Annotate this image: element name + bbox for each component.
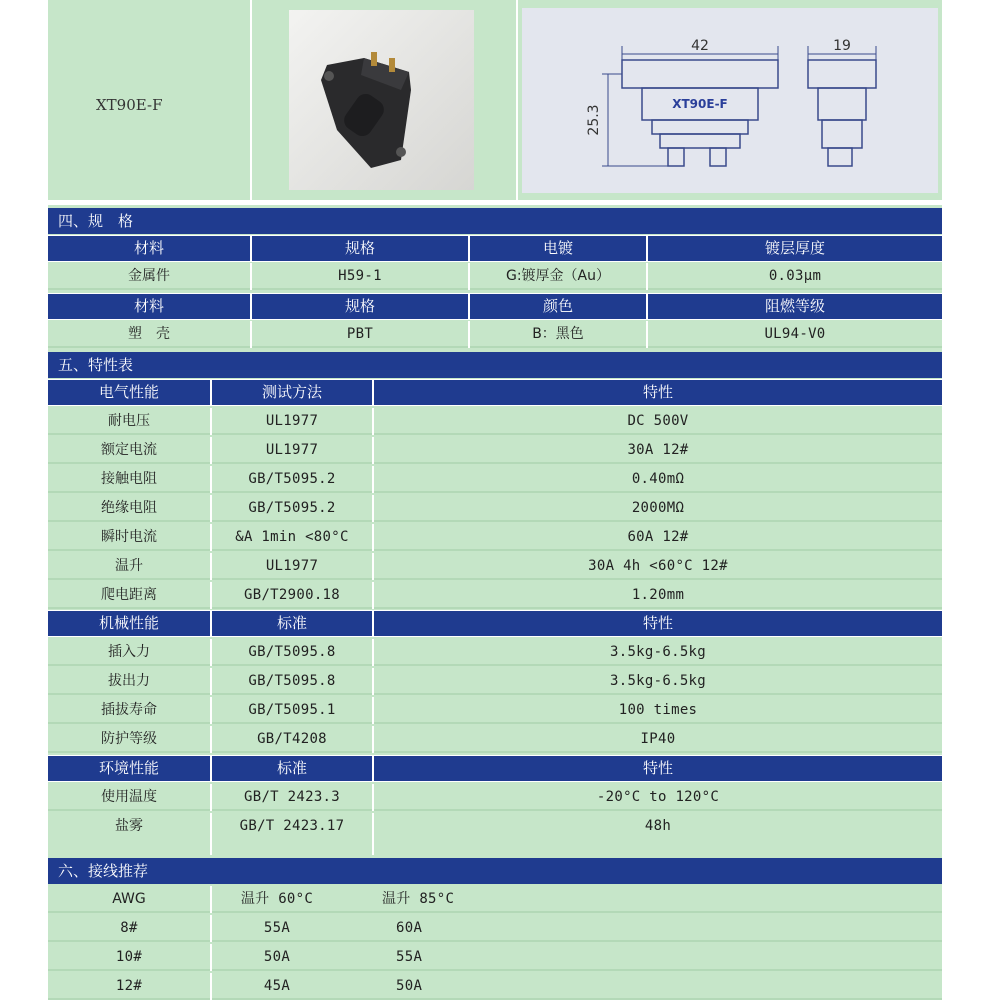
cell: B：黑色: [470, 321, 648, 348]
product-photo: [289, 10, 474, 190]
cell: 温升 85°C: [382, 891, 455, 907]
header-cell: 材料: [48, 236, 250, 261]
cell: 温升 60°C: [240, 891, 314, 907]
cell: 接触电阻: [48, 466, 212, 493]
cell: 50A: [263, 949, 291, 965]
table-row: [48, 524, 942, 551]
cell: 55A: [263, 920, 291, 936]
header-cell: 特性: [374, 756, 942, 781]
table-row: [48, 495, 942, 522]
drawing-model-label: XT90E-F: [672, 97, 728, 111]
characteristics-section-title: 五、特性表: [48, 352, 942, 378]
header-cell: 特性: [374, 611, 942, 636]
table-row: [48, 582, 942, 609]
cell: UL1977: [212, 437, 374, 464]
cell: 爬电距离: [48, 582, 212, 609]
cell: 使用温度: [48, 784, 212, 811]
spec-section-title: 四、规 格: [48, 208, 942, 234]
metal-header-row: [48, 235, 942, 262]
wiring-header-row: [48, 886, 942, 913]
cell: GB/T5095.1: [212, 697, 374, 724]
cell: 拔出力: [48, 668, 212, 695]
cell: 60A: [396, 920, 423, 936]
cell: G:镀厚金（Au）: [470, 263, 648, 290]
header-cell: 环境性能: [48, 756, 210, 781]
table-row: [48, 668, 942, 695]
drawing-height-label: 25.3: [586, 104, 602, 136]
electrical-header-row: [48, 379, 942, 406]
table-row: [48, 639, 942, 666]
cell: GB/T 2423.17: [212, 813, 374, 855]
header-cell: 规格: [252, 236, 468, 261]
cell: 60A 12#: [627, 529, 689, 545]
header-cell: 机械性能: [48, 611, 210, 636]
cell: 插拔寿命: [48, 697, 212, 724]
header-cell: 镀层厚度: [648, 236, 942, 261]
header-cell: 颜色: [470, 294, 646, 319]
cell: 30A 4h <60°C 12#: [588, 558, 728, 574]
cell: GB/T5095.2: [212, 466, 374, 493]
cell: GB/T2900.18: [212, 582, 374, 609]
cell: UL1977: [212, 408, 374, 435]
cell: AWG: [48, 886, 212, 913]
cell: 温升: [48, 553, 212, 580]
cell: 48h: [644, 818, 672, 834]
cell: 0.03μm: [768, 268, 822, 284]
cell: &A 1min <80°C: [212, 524, 374, 551]
header-cell: 电气性能: [48, 380, 210, 405]
cell: 3.5kg-6.5kg: [609, 644, 707, 660]
table-row: [48, 813, 942, 855]
wiring-section-title: 六、接线推荐: [48, 858, 942, 884]
cell: GB/T5095.8: [212, 639, 374, 666]
metal-row: [48, 263, 942, 290]
cell: 3.5kg-6.5kg: [609, 673, 707, 689]
cell: GB/T5095.2: [212, 495, 374, 522]
header-cell: 测试方法: [212, 380, 372, 405]
plastic-row: [48, 321, 942, 348]
header-cell: 标准: [212, 611, 372, 636]
table-row: [48, 408, 942, 435]
cell: 10#: [48, 944, 212, 971]
cell: 防护等级: [48, 726, 212, 753]
header-cell: 材料: [48, 294, 250, 319]
table-row: [48, 466, 942, 493]
model-name: XT90E-F: [96, 96, 163, 114]
plastic-header-row: [48, 293, 942, 320]
cell: -20°C to 120°C: [596, 789, 720, 805]
table-row: [48, 553, 942, 580]
cell: H59-1: [252, 263, 470, 290]
cell: 55A: [396, 949, 423, 965]
cell: UL94-V0: [764, 326, 826, 342]
dimension-drawing: [522, 8, 938, 193]
cell: 45A: [263, 978, 291, 994]
drawing-width-label: 42: [691, 38, 709, 54]
cell: GB/T4208: [212, 726, 374, 753]
header-cell: 标准: [212, 756, 372, 781]
table-row: [48, 915, 942, 942]
cell: 绝缘电阻: [48, 495, 212, 522]
table-row: [48, 784, 942, 811]
cell: 8#: [48, 915, 212, 942]
cell: 30A 12#: [627, 442, 689, 458]
cell: 金属件: [48, 263, 252, 290]
cell: 0.40mΩ: [631, 471, 685, 487]
table-row: [48, 437, 942, 464]
table-row: [48, 944, 942, 971]
cell: 塑 壳: [48, 321, 252, 348]
cell: GB/T5095.8: [212, 668, 374, 695]
mechanical-header-row: [48, 610, 942, 637]
cell: 50A: [396, 978, 423, 994]
header-cell: 规格: [252, 294, 468, 319]
environment-header-row: [48, 755, 942, 782]
cell: 瞬时电流: [48, 524, 212, 551]
table-row: [48, 973, 942, 1000]
cell: GB/T 2423.3: [212, 784, 374, 811]
cell: UL1977: [212, 553, 374, 580]
cell: PBT: [252, 321, 470, 348]
cell: 盐雾: [48, 813, 212, 855]
header-cell: 电镀: [470, 236, 646, 261]
header-cell: 特性: [374, 380, 942, 405]
header-cell: 阻燃等级: [648, 294, 942, 319]
product-section: [48, 0, 942, 205]
cell: 1.20mm: [631, 587, 685, 603]
cell: 100 times: [618, 702, 698, 718]
cell: 12#: [48, 973, 212, 1000]
cell: 插入力: [48, 639, 212, 666]
cell: DC 500V: [627, 413, 689, 429]
table-row: [48, 726, 942, 753]
drawing-side-label: 19: [833, 38, 851, 54]
cell: 2000MΩ: [631, 500, 685, 516]
cell: 额定电流: [48, 437, 212, 464]
cell: IP40: [640, 731, 676, 747]
table-row: [48, 697, 942, 724]
cell: 耐电压: [48, 408, 212, 435]
